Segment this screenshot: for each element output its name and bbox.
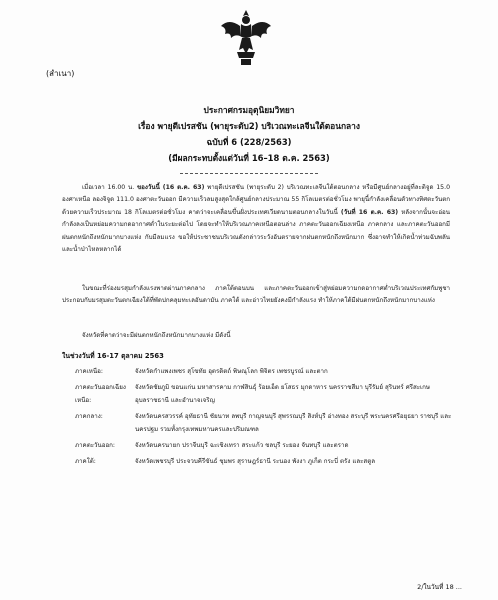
agency-title: ประกาศกรมอุตุนิยมวิทยา [203, 105, 295, 115]
region-row-east [75, 440, 455, 452]
region-provinces: จังหวัดเพชรบุรี ประจวบคีรีขันธ์ ชุมพร สุราษฎร์ธานี ระนอง พังงา ภูเก็ต กระบี่ ตรัง และสตูล [135, 458, 376, 466]
region-label: ภาคเหนือ: [75, 368, 103, 375]
region-provinces: จังหวัดนครนายก ปราจีนบุรี ฉะเชิงเทรา สระแก้ว ชลบุรี ระยอง จันทบุรี และตราด [135, 442, 349, 450]
header-divider [180, 173, 318, 174]
region-label: ภาคใต้: [75, 458, 96, 466]
page-continuation: 2/ในวันที่ 18 ... [417, 583, 462, 591]
period-title: ในช่วงวันที่ 16-17 ตุลาคม 2563 [62, 352, 164, 360]
paragraph-storm-status: เมื่อเวลา 16.00 น. ของวันนี้ (16 ต.ค. 63) พายุดีเปรสชัน (พายุระดับ 2) บริเวณทะเลจีนใต้ตอนกลาง หรือมีศูนย์กลางอยู่ที่ละติจูด 15.0 องศาเหนือ ลองจิจูด 111.0 องศาตะวันออก มีความเร็วลมสูงสุดใกล้ศูนย์กลางประมาณ 55 กิโลเมตรต่อชั่วโมง พายุนี้กำลังเคลื่อนตัวทางทิศตะวันตกด้วยความเร็วประมาณ 18 กิโลเมตรต่อชั่วโมง คาดว่าจะเคลื่อนขึ้นฝั่งประเทศเวียดนามตอนกลางในวันนี้ (วันที่ 16 ต.ค. 63) หลังจากนั้นจะอ่อนกำลังลงเป็นหย่อมความกดอากาศต่ำในระยะต่อไป โดยจะทำให้บริเวณภาคเหนือตอนล่าง ภาคตะวันออกเฉียงเหนือ ภาคกลาง และภาคตะวันออกมีฝนตกหนักถึงหนักมากบางแห่ง กับมีลมแรง ขอให้ประชาชนบริเวณดังกล่าวระวังอันตรายจากฝนตกหนักถึงหนักมาก ซึ่งอาจทำให้เกิดน้ำท่วมฉับพลันและน้ำป่าไหลหลากได้ [62, 184, 450, 254]
announcement-header [60, 102, 438, 166]
effective-period: (มีผลกระทบตั้งแต่วันที่ 16–18 ต.ค. 2563) [168, 153, 330, 163]
copy-label: (สำเนา) [46, 69, 75, 78]
paragraph-province-intro: จังหวัดที่คาดว่าจะมีฝนตกหนักถึงหนักมากบางแห่ง มีดังนี้ [82, 332, 231, 339]
region-provinces: จังหวัดชัยภูมิ ขอนแก่น มหาสารคาม กาฬสินธุ์ ร้อยเอ็ด ยโสธร มุกดาหาร นครราชสีมา บุรีรัมย์ สุรินทร์ ศรีสะเกษ อุบลราชธานี และอำนาจเจริญ [135, 384, 430, 404]
region-label: ภาคกลาง: [75, 413, 103, 421]
paragraph-monsoon: ในขณะที่ร่องมรสุมกำลังแรงพาดผ่านภาคกลาง ภาคใต้ตอนบน และภาคตะวันออกเข้าสู่หย่อมความกดอากาศต่ำบริเวณประเทศกัมพูชา ประกอบกับมรสุมตะวันตกเฉียงใต้ที่พัดปกคลุมทะเลอันดามัน ภาคใต้ และอ่าวไทยยังคงมีกำลังแรง ทำให้ภาคใต้มีฝนตกหนักถึงหนักมากบางแห่ง [62, 285, 450, 305]
region-row-northeast [75, 382, 455, 407]
subject-line: เรื่อง พายุดีเปรสชัน (พายุระดับ2) บริเวณทะเลจีนใต้ตอนกลาง [138, 121, 360, 131]
region-label: ภาคตะวันออก: [75, 442, 116, 450]
issue-number: ฉบับที่ 6 (228/2563) [206, 137, 292, 147]
region-label: ภาคตะวันออกเฉียงเหนือ: [75, 384, 126, 404]
garuda-emblem-icon [219, 6, 273, 68]
region-provinces: จังหวัดกำแพงเพชร สุโขทัย อุตรดิตถ์ พิษณุโลก พิจิตร เพชรบูรณ์ และตาก [135, 368, 328, 375]
region-row-north [75, 366, 455, 378]
region-provinces: จังหวัดนครสวรรค์ อุทัยธานี ชัยนาท ลพบุรี กาญจนบุรี สุพรรณบุรี สิงห์บุรี อ่างทอง สระบุรี พระนครศรีอยุธยา ราชบุรี และนครปฐม รวมทั้งกรุงเทพมหานครและปริมณฑล [135, 413, 452, 433]
region-row-central [75, 411, 455, 436]
region-list [75, 366, 455, 473]
region-row-south [75, 456, 455, 468]
